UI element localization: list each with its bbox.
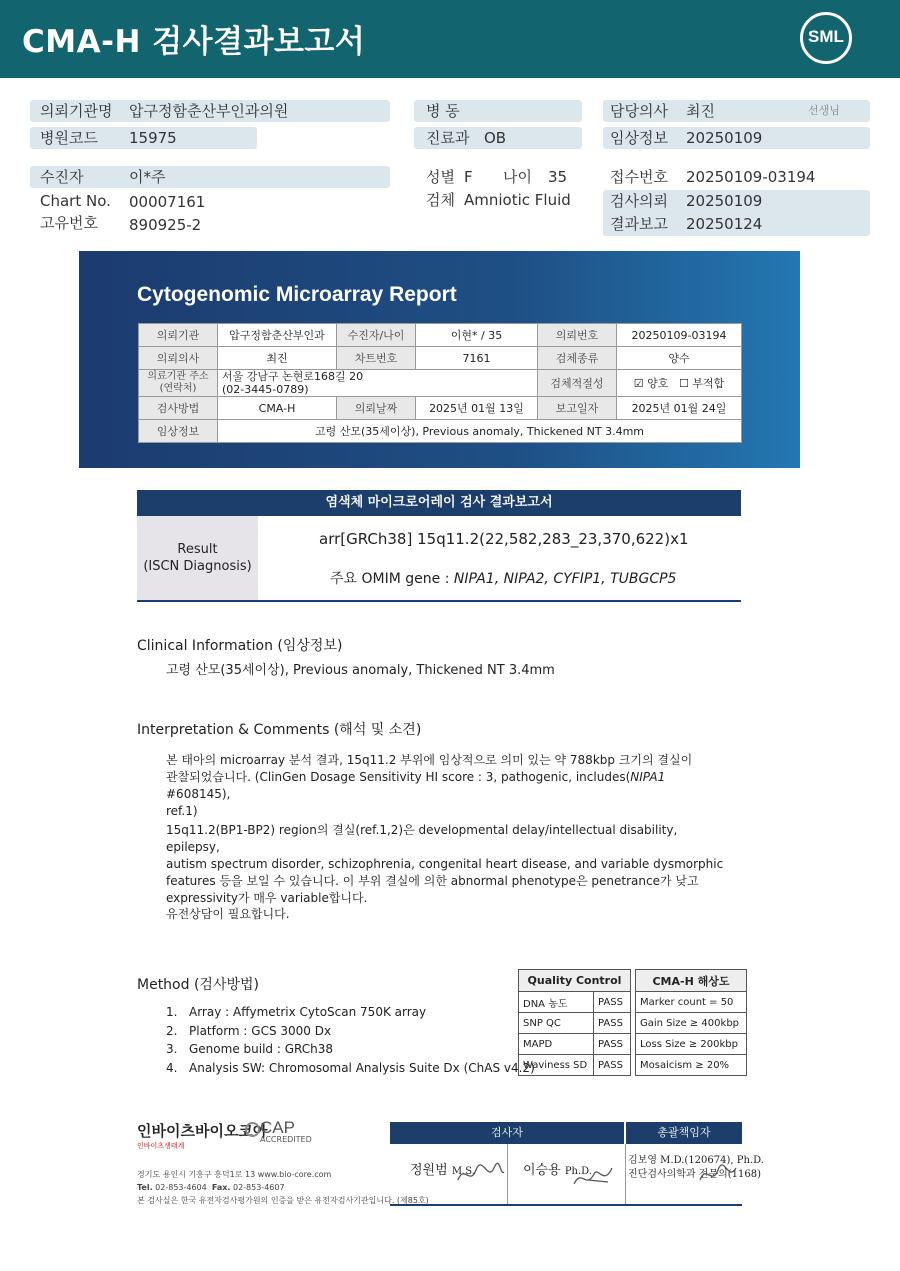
contact-label: (연락처): [159, 383, 197, 394]
resolution-row: Mosaicism ≥ 20%: [636, 1055, 747, 1076]
report-value: 20250124: [686, 215, 763, 233]
method-heading: Method (검사방법): [137, 977, 259, 993]
logo-text: SML: [808, 27, 844, 46]
report-label: 결과보고: [610, 215, 668, 233]
sex-label: 성별: [426, 168, 455, 186]
examiner-2-signature: [568, 1160, 620, 1192]
code-label: 병원코드: [40, 129, 98, 147]
report-title: CMA-H 검사결과보고서: [22, 24, 366, 60]
option-inadequate: 부적합: [692, 377, 725, 390]
examiner-heading: 검사자: [390, 1122, 624, 1144]
company-logos: [137, 1118, 312, 1151]
item-text: Analysis SW: Chromosomal Analysis Suite Dx (ChAS v4.2): [189, 1060, 535, 1075]
interpretation-paragraph-1: [166, 752, 726, 820]
method-list: [166, 1003, 535, 1077]
resolution-table: [635, 969, 747, 1076]
sex-value: F: [464, 168, 473, 186]
cell-label: [139, 370, 218, 397]
option-good: 양호: [647, 377, 669, 390]
gene-name: NIPA1: [630, 770, 666, 784]
omim-gene-list: NIPA1, NIPA2, CYFIP1, TUBGCP5: [453, 571, 677, 587]
examiner-degree: Ph.D.: [564, 1166, 593, 1177]
doctor-label: 담당의사: [610, 102, 668, 120]
receipt-label: 접수번호: [610, 168, 668, 186]
item-text: Platform : GCS 3000 Dx: [189, 1023, 332, 1038]
specimen-label: 검체: [426, 191, 455, 209]
cell-value: 2025년 01월 13일: [416, 397, 538, 420]
result-box: [137, 516, 741, 602]
item-text: Array : Affymetrix CytoScan 750K array: [189, 1005, 427, 1019]
company-address: [137, 1168, 429, 1207]
result-label-title: Result: [177, 542, 218, 557]
cell-label: 보고일자: [538, 397, 617, 420]
chart-label: Chart No.: [40, 192, 111, 210]
chief-name: 김보영 M.D.(120674), Ph.D.: [628, 1155, 764, 1166]
request-label: 검사의뢰: [610, 192, 668, 210]
doctor-value: 최진: [686, 102, 715, 120]
inst-value: 압구정함춘산부인과의원: [129, 102, 289, 120]
doctor-suffix: 선생님: [808, 104, 840, 117]
examiner-degree: M.S.: [451, 1166, 475, 1177]
ward-label: 병 동: [426, 102, 460, 120]
qc-key: SNP QC: [519, 1013, 594, 1034]
cell-label: 의뢰기관: [139, 324, 218, 347]
certification-line: 본 검사실은 한국 유전자검사평가원의 인증을 받은 유전자검사기관입니다. (제85호): [137, 1196, 429, 1205]
signature-block: [390, 1122, 764, 1206]
cell-value: 최진: [218, 347, 337, 370]
request-summary-table: [138, 323, 742, 443]
cell-value: CMA-H: [218, 397, 337, 420]
clinical-heading: Clinical Information (임상정보): [137, 638, 343, 654]
address-label: 의료기관 주소: [147, 371, 209, 382]
qc-key: MAPD: [519, 1034, 594, 1055]
cell-label: 의뢰날짜: [337, 397, 416, 420]
qc-value: PASS: [594, 1013, 631, 1034]
cell-value: 2025년 01월 24일: [617, 397, 742, 420]
cell-value: [218, 370, 538, 397]
text-line: ref.1): [166, 804, 198, 818]
text-span: #608145),: [166, 787, 231, 801]
list-item: [166, 1022, 535, 1041]
request-value: 20250109: [686, 192, 763, 210]
text-line: 15q11.2(BP1-BP2) region의 결실(ref.1,2)은 developmental delay/intellectual disability, epilepsy,: [166, 823, 678, 854]
item-number: 2.: [166, 1023, 178, 1038]
item-number: 4.: [166, 1060, 178, 1075]
resolution-row: Loss Size ≥ 200kbp: [636, 1034, 747, 1055]
examiner-name: 정원범: [410, 1163, 448, 1178]
qc-value: PASS: [594, 1055, 631, 1076]
examiner-name: 이승용: [523, 1163, 561, 1178]
cell-value: 고령 산모(35세이상), Previous anomaly, Thickened NT 3.4mm: [218, 420, 742, 443]
examiner-1-signature: [451, 1158, 506, 1188]
result-heading: 염색체 마이크로어레이 검사 결과보고서: [137, 490, 741, 516]
interpretation-paragraph-2: [166, 822, 726, 907]
list-item: [166, 1040, 535, 1059]
dept-label: 진료과: [426, 129, 470, 147]
cell-value: 압구정함춘산부인과: [218, 324, 337, 347]
qc-heading: Quality Control: [519, 970, 631, 992]
fax-label: Fax.: [211, 1183, 231, 1192]
company-name: 인바이츠바이오코아: [137, 1122, 268, 1140]
cap-seal-icon: [245, 1122, 260, 1137]
cell-label: 검사방법: [139, 397, 218, 420]
resolution-heading: CMA-H 해상도: [636, 970, 747, 992]
contact-line: [137, 1181, 429, 1194]
qc-key: DNA 농도: [519, 992, 594, 1013]
omim-label: 주요 OMIM gene :: [330, 571, 454, 587]
cell-label: 검체종류: [538, 347, 617, 370]
company-subtitle: 인바이츠생태계: [137, 1142, 185, 1150]
address-line: 경기도 용인시 기흥구 흥덕1로 13 www.bio-core.com: [137, 1170, 332, 1179]
text-line: expressivity가 매우 variable합니다.: [166, 891, 368, 905]
address-value: 서울 강남구 논현로168길 20: [222, 370, 364, 383]
item-number: 3.: [166, 1042, 178, 1057]
interpretation-heading: Interpretation & Comments (해석 및 소견): [137, 722, 422, 738]
item-text: Genome build : GRCh38: [189, 1042, 333, 1057]
cell-value: 이현* / 35: [416, 324, 538, 347]
tel-number: 02-853-4604: [155, 1183, 207, 1192]
chief-heading: 총괄책임자: [626, 1122, 742, 1144]
text-line: [166, 769, 726, 803]
interpretation-paragraph-3: 유전상담이 필요합니다.: [166, 907, 290, 921]
chief-signature: [696, 1160, 740, 1188]
text-line: autism spectrum disorder, schizophrenia, congenital heart disease, and variable dysmorphic: [166, 857, 724, 871]
banner-title: Cytogenomic Microarray Report: [137, 283, 457, 306]
clinical-value: 20250109: [686, 129, 763, 147]
iscn-diagnosis: arr[GRCh38] 15q11.2(22,582,283_23,370,622)x1: [319, 530, 689, 548]
qc-key: Waviness SD: [519, 1055, 594, 1076]
item-number: 1.: [166, 1005, 178, 1019]
resolution-row: Marker count = 50: [636, 992, 747, 1013]
specimen-adequacy: [617, 370, 742, 397]
dept-value: OB: [484, 129, 507, 147]
uid-value: 890925-2: [129, 216, 202, 234]
qc-value: PASS: [594, 992, 631, 1013]
omim-genes: [330, 568, 676, 588]
specimen-value: Amniotic Fluid: [464, 191, 571, 209]
chart-value: 00007161: [129, 193, 206, 211]
uid-label: 고유번호: [40, 214, 98, 232]
cell-value: 양수: [617, 347, 742, 370]
resolution-row: Gain Size ≥ 400kbp: [636, 1013, 747, 1034]
clinical-text: 고령 산모(35세이상), Previous anomaly, Thickened NT 3.4mm: [166, 663, 555, 678]
list-item: [166, 1003, 535, 1022]
receipt-value: 20250109-03194: [686, 168, 816, 186]
text-line: 본 태아의 microarray 분석 결과, 15q11.2 부위에 임상적으로 의미 있는 약 788kbp 크기의 결실이: [166, 753, 693, 767]
tel-label: Tel.: [137, 1183, 153, 1192]
checkbox-inadequate: ☐: [678, 377, 689, 390]
cell-value: 20250109-03194: [617, 324, 742, 347]
contact-value: (02-3445-0789): [222, 383, 309, 396]
report-header: [0, 0, 900, 78]
clinical-label: 임상정보: [610, 129, 668, 147]
qc-value: PASS: [594, 1034, 631, 1055]
cell-label: 검체적절성: [538, 370, 617, 397]
checkbox-good: ☑: [633, 377, 644, 390]
cell-label: 수진자/나이: [337, 324, 416, 347]
cap-logo: CAP: [260, 1118, 295, 1137]
age-value: 35: [548, 168, 568, 186]
cap-accredited: ACCREDITED: [260, 1135, 312, 1144]
cell-label: 의뢰번호: [538, 324, 617, 347]
age-label: 나이: [503, 168, 532, 186]
chief-title: 진단검사의학과 전문의(1168): [628, 1169, 762, 1180]
text-line: features 등을 보일 수 있습니다. 이 부위 결실에 의한 abnormal phenotype은 penetrance가 낮고: [166, 874, 699, 888]
fax-number: 02-853-4607: [232, 1183, 285, 1192]
cell-value: 7161: [416, 347, 538, 370]
inst-label: 의뢰기관명: [40, 102, 113, 120]
cell-label: 의뢰의사: [139, 347, 218, 370]
result-label: [137, 516, 258, 600]
quality-control-table: [518, 969, 631, 1076]
result-label-sub: (ISCN Diagnosis): [143, 559, 252, 574]
sml-logo: [800, 12, 852, 64]
recv-value: 이*주: [129, 168, 166, 186]
recv-label: 수진자: [40, 168, 84, 186]
list-item: [166, 1059, 535, 1078]
text-span: 관찰되었습니다. (ClinGen Dosage Sensitivity HI score : 3, pathogenic, includes(: [166, 770, 631, 784]
code-value: 15975: [129, 129, 177, 147]
cell-label: 임상정보: [139, 420, 218, 443]
cell-label: 차트번호: [337, 347, 416, 370]
microarray-banner: [79, 251, 800, 468]
